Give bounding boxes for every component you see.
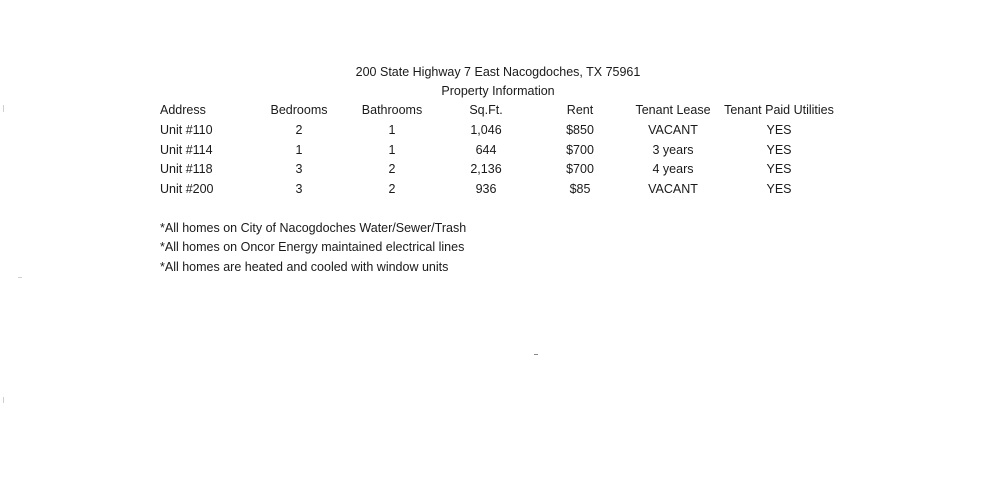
cell-rent: $85 — [569, 182, 591, 196]
cell-bedrooms: 1 — [295, 143, 303, 157]
cell-sqft: 936 — [475, 182, 497, 196]
cell-sqft: 1,046 — [470, 123, 502, 137]
note-heating: *All homes are heated and cooled with window units — [160, 260, 449, 274]
column-header-rent: Rent — [566, 103, 594, 117]
column-header-address: Address — [160, 103, 206, 117]
cell-bedrooms: 3 — [295, 182, 303, 196]
cell-sqft: 2,136 — [470, 162, 502, 176]
cell-tenant-lease: VACANT — [648, 123, 698, 137]
cell-rent: $700 — [566, 162, 594, 176]
note-water: *All homes on City of Nacogdoches Water/Sewer/Trash — [160, 221, 467, 235]
page-subtitle: Property Information — [441, 84, 555, 98]
cell-utilities: YES — [766, 162, 792, 176]
cell-tenant-lease: 3 years — [652, 143, 694, 157]
note-electric: *All homes on Oncor Energy maintained electrical lines — [160, 240, 465, 254]
cell-bedrooms: 3 — [295, 162, 303, 176]
column-header-utilities: Tenant Paid Utilities — [724, 103, 834, 117]
scan-artifact — [3, 397, 4, 403]
cell-bathrooms: 1 — [388, 123, 396, 137]
cell-rent: $850 — [566, 123, 594, 137]
column-header-sqft: Sq.Ft. — [469, 103, 503, 117]
column-header-bedrooms: Bedrooms — [270, 103, 328, 117]
cell-tenant-lease: VACANT — [648, 182, 698, 196]
cell-address: Unit #118 — [160, 162, 213, 176]
cell-bathrooms: 2 — [388, 162, 396, 176]
cell-bedrooms: 2 — [295, 123, 303, 137]
cell-bathrooms: 2 — [388, 182, 396, 196]
cell-rent: $700 — [566, 143, 594, 157]
cell-address: Unit #200 — [160, 182, 214, 196]
scan-artifact — [18, 277, 22, 278]
column-header-bathrooms: Bathrooms — [361, 103, 423, 117]
column-header-tenant-lease: Tenant Lease — [635, 103, 711, 117]
cell-utilities: YES — [766, 143, 792, 157]
cell-address: Unit #110 — [160, 123, 213, 137]
cell-utilities: YES — [766, 123, 792, 137]
cell-bathrooms: 1 — [388, 143, 396, 157]
cell-address: Unit #114 — [160, 143, 213, 157]
cell-utilities: YES — [766, 182, 792, 196]
cell-sqft: 644 — [475, 143, 497, 157]
scan-artifact — [3, 105, 4, 112]
cell-tenant-lease: 4 years — [652, 162, 694, 176]
address-title: 200 State Highway 7 East Nacogdoches, TX 75961 — [355, 65, 641, 79]
scan-artifact — [534, 354, 538, 355]
